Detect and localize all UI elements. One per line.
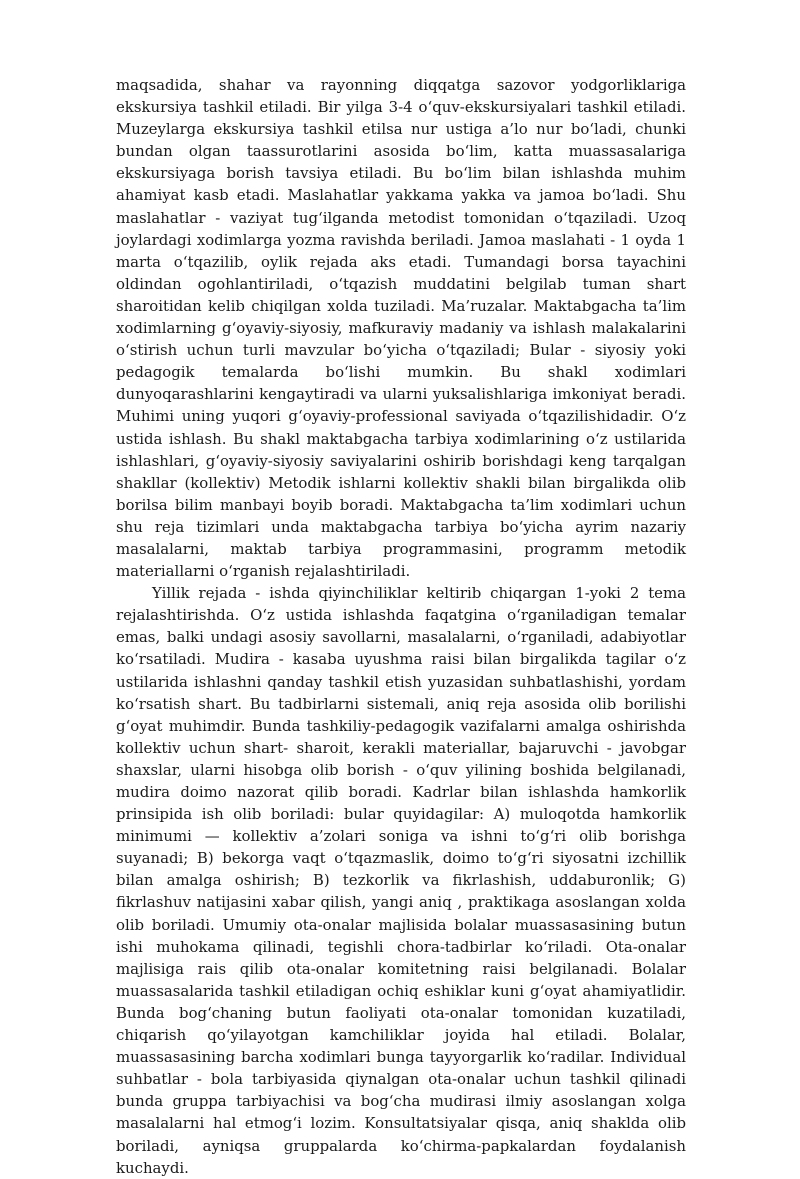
paragraph-annual-plan: Yillik rejada - ishda qiyinchiliklar keltirib chiqargan 1-yoki 2 tema rejalashtirishda. O‘z ustida ishlashda faqatgina o‘rganiladigan temalar emas, balki undagi asosiy savollarni, masalalarni, o‘rganiladi, adabiyotlar ko‘rsatiladi. Mudira - kasaba uyushma raisi bilan birgalikda tagilar o‘z ustilarida ishlashni qanday tashkil etish yuzasidan suhbatlashishi, yordam ko‘rsatish shart. Bu tadbirlarni sistemali, aniq reja asosida olib borilishi g‘oyat muhimdir. Bunda tashkiliy-pedagogik vazifalarni amalga oshirishda kollektiv uchun shart- sharoit, kerakli materiallar, bajaruvchi - javobgar shaxslar, ularni hisobga olib borish - o‘quv yilining boshida belgilanadi, mudira doimo nazorat qilib boradi. Kadrlar bilan ishlashda hamkorlik prinsipida ish olib boriladi: bular quyidagilar: A) muloqotda hamkorlik minimumi — kollektiv a’zolari soniga va ishni to‘g‘ri olib borishga suyanadi; B) bekorga vaqt o‘tqazmaslik, doimo to‘g‘ri siyosatni izchillik bilan amalga oshirish; B) tezkorlik va fikrlashish, uddaburonlik; G) fikrlashuv natijasini xabar qilish, yangi aniq , praktikaga asoslangan xolda olib boriladi. Umumiy ota-onalar majlisida bolalar muassasasining butun ishi muhokama qilinadi, tegishli chora-tadbirlar ko‘riladi. Ota-onalar majlisiga rais qilib ota-onalar komitetning raisi belgilanadi. Bolalar muassasalarida tashkil etiladigan ochiq eshiklar kuni g‘oyat ahamiyatlidir. Bunda bog‘chaning butun faoliyati ota-onalar tomonidan kuzatiladi, chiqarish qo‘yilayotgan kamchiliklar joyida hal etiladi. Bolalar, muassasasining barcha xodimlari bunga tayyorgarlik ko‘radilar. Individual suhbatlar - bola tarbiyasida qiynalgan ota-onalar uchun tashkil qilinadi bunda gruppa tarbiyachisi va bog‘cha mudirasi ilmiy asoslangan xolga masalalarni hal etmog‘i lozim. Konsultatsiyalar qisqa, aniq shaklda olib boriladi, ayniqsa gruppalarda ko‘chirma-papkalardan foydalanish kuchaydi. [116,584,686,1177]
document-page [116,74,686,1179]
paragraph-excursions-consultations: maqsadida, shahar va rayonning diqqatga sazovor yodgorliklariga ekskursiya tashkil etiladi. Bir yilga 3-4 o‘quv-ekskursiyalari tashkil etiladi. Muzeylarga ekskursiya tashkil etilsa nur ustiga a’lo nur bo‘ladi, chunki bundan olgan taassurotlarini asosida bo‘lim, katta muassasalariga ekskursiyaga borish tavsiya etiladi. Bu bo‘lim bilan ishlashda muhim ahamiyat kasb etadi. Maslahatlar yakkama yakka va jamoa bo‘ladi. Shu maslahatlar - vaziyat tug‘ilganda metodist tomonidan o‘tqaziladi. Uzoq joylardagi xodimlarga yozma ravishda beriladi. Jamoa maslahati - 1 oyda 1 marta o‘tqazilib, oylik rejada aks etadi. Tumandagi borsa tayachini oldindan ogohlantiriladi, o‘tqazish muddatini belgilab tuman shart sharoitidan kelib chiqilgan xolda tuziladi. Ma’ruzalar. Maktabgacha ta’lim xodimlarning g‘oyaviy-siyosiy, mafkuraviy madaniy va ishlash malakalarini o‘stirish uchun turli mavzular bo‘yicha o‘tqaziladi; Bular - siyosiy yoki pedagogik temalarda bo‘lishi mumkin. Bu shakl xodimlari dunyoqarashlarini kengaytiradi va ularni yuksalishlariga imkoniyat beradi. Muhimi uning yuqori g‘oyaviy-professional saviyada o‘tqazilishidadir. O‘z ustida ishlash. Bu shakl maktabgacha tarbiya xodimlarining o‘z ustilarida ishlashlari, g‘oyaviy-siyosiy saviyalarini oshirib borishdagi keng tarqalgan shakllar (kollektiv) Metodik ishlarni kollektiv shakli bilan birgalikda olib borilsa bilim manbayi boyib boradi. Maktabgacha ta’lim xodimlari uchun shu reja tizimlari unda maktabgacha tarbiya bo‘yicha ayrim nazariy masalalarni, maktab tarbiya programmasini, programm metodik materiallarni o‘rganish rejalashtiriladi. [116,76,686,581]
